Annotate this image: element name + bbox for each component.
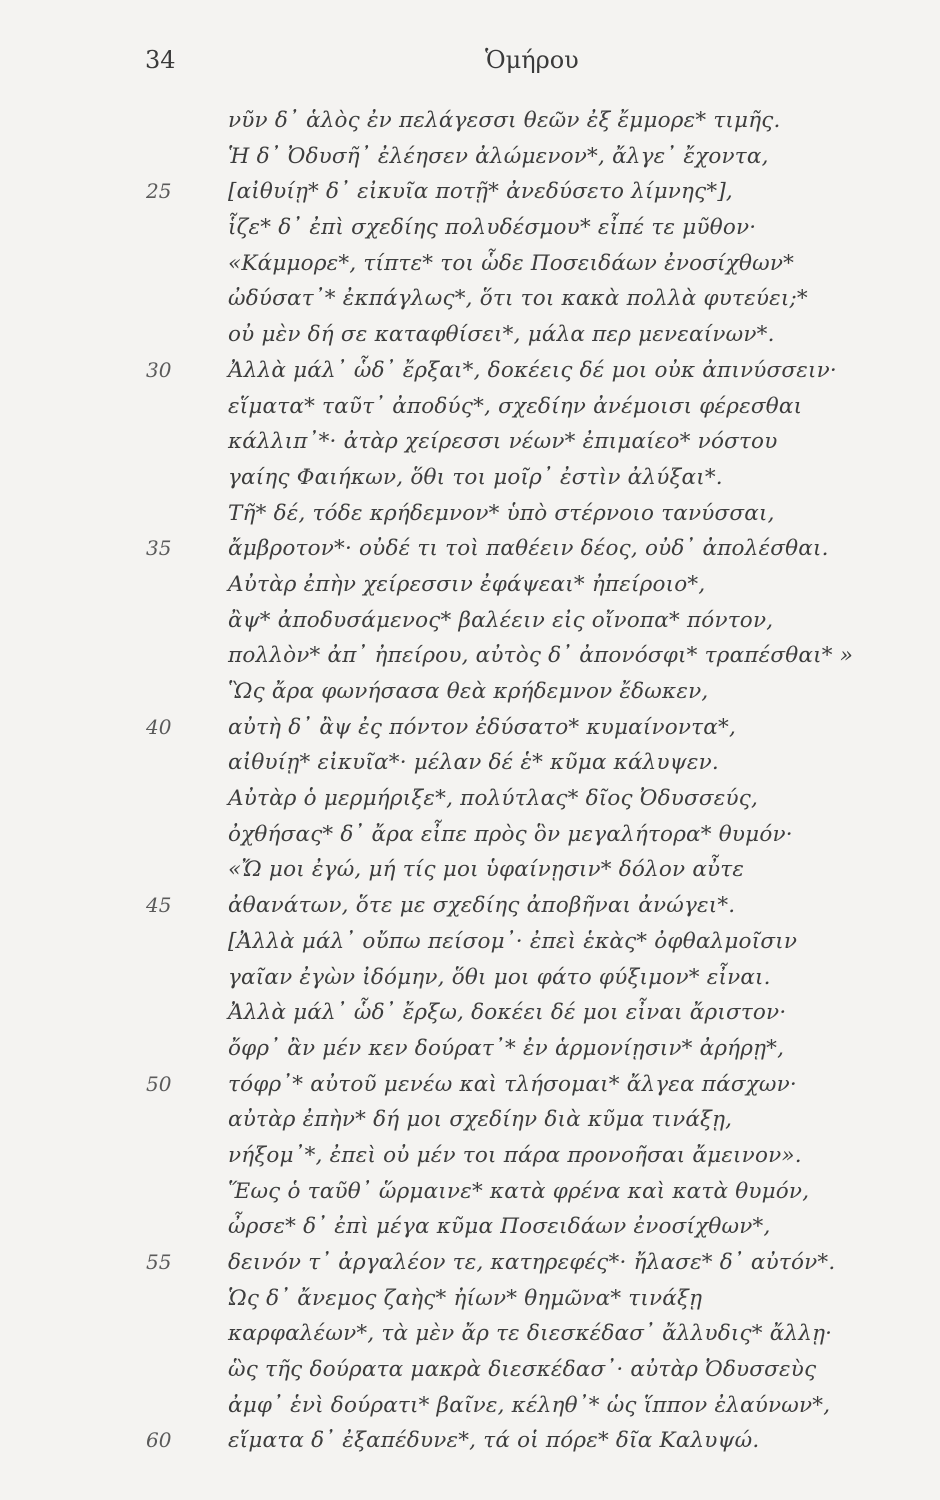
verse-line xyxy=(0,210,940,246)
verse-text: ὀχθήσας* δ᾽ ἄρα εἶπε πρὸς ὃν μεγαλήτορα* θυμόν· xyxy=(228,821,793,847)
line-number: 50 xyxy=(146,1071,172,1096)
verse-text: Τῆ* δέ, τόδε κρήδεμνον* ὑπὸ στέρνοιο τανύσσαι, xyxy=(228,500,775,526)
verse-line xyxy=(0,960,940,996)
verse-text: εἵματα* ταῦτ᾽ ἀποδύς*, σχεδίην ἀνέμοισι φέρεσθαι xyxy=(228,393,803,419)
verse-text: [αἰθυίῃ* δ᾽ εἰκυῖα ποτῇ* ἀνεδύσετο λίμνης*], xyxy=(228,179,733,205)
verse-text: «Κάμμορε*, τίπτε* τοι ὧδε Ποσειδάων ἐνοσίχθων* xyxy=(228,250,795,276)
verse-text: νήξομ᾽*, ἐπεὶ οὐ μέν τοι πάρα προνοῆσαι ἄμεινον». xyxy=(228,1142,802,1168)
verse-line xyxy=(0,745,940,781)
verse-text: ἀμφ᾽ ἑνὶ δούρατι* βαῖνε, κέληθ᾽* ὡς ἵππον ἐλαύνων*, xyxy=(228,1392,831,1418)
verse-text: ἄμβροτον*· οὐδέ τι τοὶ παθέειν δέος, οὐδ᾽ ἀπολέσθαι. xyxy=(228,536,829,562)
verse-line xyxy=(0,246,940,282)
verse-text: αἰθυίῃ* εἰκυῖα*· μέλαν δέ ἑ* κῦμα κάλυψεν. xyxy=(228,750,719,776)
verse-text: ὦρσε* δ᾽ ἐπὶ μέγα κῦμα Ποσειδάων ἐνοσίχθων*, xyxy=(228,1214,771,1240)
verse-text: ὄφρ᾽ ἂν μέν κεν δούρατ᾽* ἐν ἁρμονίῃσιν* ἀρήρῃ*, xyxy=(228,1035,785,1061)
verse-text: Ὣς ἄρα φωνήσασα θεὰ κρήδεμνον ἔδωκεν, xyxy=(228,679,709,704)
verse-text: Ἀλλὰ μάλ᾽ ὧδ᾽ ἔρξω, δοκέει δέ μοι εἶναι ἄριστον· xyxy=(228,1000,787,1026)
verse-line xyxy=(0,603,940,639)
verse-text: Αὐτὰρ ὁ μερμήριξε*, πολύτλας* δῖος Ὀδυσσεύς, xyxy=(228,786,759,812)
page-number: 34 xyxy=(145,46,176,74)
verse-line xyxy=(0,103,940,139)
verse-text: γαῖαν ἐγὼν ἰδόμην, ὅθι μοι φάτο φύξιμον* εἶναι. xyxy=(228,964,771,990)
verse-text: Ὡς δ᾽ ἄνεμος ζαὴς* ἠίων* θημῶνα* τινάξῃ xyxy=(228,1285,703,1311)
verse-text: ἂψ* ἀποδυσάμενος* βαλέειν εἰς οἴνοπα* πόντον, xyxy=(228,607,774,633)
verse-text: καρφαλέων*, τὰ μὲν ἄρ τε διεσκέδασ᾽ ἄλλυδις* ἄλλῃ· xyxy=(228,1321,833,1347)
verse-text: δεινόν τ᾽ ἀργαλέον τε, κατηρεφές*· ἤλασε* δ᾽ αὐτόν*. xyxy=(228,1250,836,1275)
verse-line xyxy=(0,174,940,210)
verse-line xyxy=(0,1174,940,1210)
verse-text: νῦν δ᾽ ἁλὸς ἐν πελάγεσσι θεῶν ἐξ ἔμμορε* τιμῆς. xyxy=(228,108,781,133)
verse-line xyxy=(0,424,940,460)
verse-line xyxy=(0,531,940,567)
verse-line xyxy=(0,353,940,389)
verse-text: πολλὸν* ἀπ᾽ ἠπείρου, αὐτὸς δ᾽ ἀπονόσφι* τραπέσθαι* » xyxy=(228,643,854,669)
verse-line xyxy=(0,924,940,960)
verse-line xyxy=(0,460,940,496)
verse-text: «Ὤ μοι ἐγώ, μή τίς μοι ὑφαίνῃσιν* δόλον αὖτε xyxy=(228,857,745,883)
verse-text: ὠδύσατ᾽* ἐκπάγλως*, ὅτι τοι κακὰ πολλὰ φυτεύει;* xyxy=(228,286,808,312)
verse-line xyxy=(0,1352,940,1388)
verse-text: οὐ μὲν δή σε καταφθίσει*, μάλα περ μενεαίνων*. xyxy=(228,322,775,348)
verse-line xyxy=(0,852,940,888)
verse-line xyxy=(0,710,940,746)
verse-line xyxy=(0,281,940,317)
verse-text: Ἡ δ᾽ Ὀδυσῆ᾽ ἐλέησεν ἀλώμενον*, ἄλγε᾽ ἔχοντα, xyxy=(228,143,769,169)
verse-block xyxy=(0,103,940,1459)
verse-line xyxy=(0,1209,940,1245)
verse-line xyxy=(0,1102,940,1138)
verse-line xyxy=(0,638,940,674)
verse-line xyxy=(0,317,940,353)
verse-line xyxy=(0,139,940,175)
verse-text: εἵματα δ᾽ ἐξαπέδυνε*, τά οἱ πόρε* δῖα Καλυψώ. xyxy=(228,1428,760,1454)
verse-line xyxy=(0,1388,940,1424)
verse-text: αὐτὰρ ἐπὴν* δή μοι σχεδίην διὰ κῦμα τινάξῃ, xyxy=(228,1107,733,1133)
verse-line xyxy=(0,995,940,1031)
line-number: 40 xyxy=(146,714,172,739)
line-number: 30 xyxy=(146,357,172,382)
verse-text: κάλλιπ᾽*· ἀτὰρ χείρεσσι νέων* ἐπιμαίεο* νόστου xyxy=(228,429,778,455)
verse-line xyxy=(0,781,940,817)
verse-line xyxy=(0,1031,940,1067)
verse-line xyxy=(0,1067,940,1103)
running-head: Ὁμήρου xyxy=(485,46,579,74)
verse-line xyxy=(0,1245,940,1281)
verse-text: αὐτὴ δ᾽ ἂψ ἐς πόντον ἐδύσατο* κυμαίνοντα*, xyxy=(228,714,736,740)
verse-line xyxy=(0,817,940,853)
verse-text: Αὐτὰρ ἐπὴν χείρεσσιν ἐφάψεαι* ἠπείροιο*, xyxy=(228,571,706,597)
verse-text: γαίης Φαιήκων, ὅθι τοι μοῖρ᾽ ἐστὶν ἀλύξαι*. xyxy=(228,464,723,490)
verse-line xyxy=(0,1316,940,1352)
verse-line xyxy=(0,1138,940,1174)
line-number: 25 xyxy=(146,179,172,204)
verse-line xyxy=(0,389,940,425)
verse-line xyxy=(0,567,940,603)
verse-line xyxy=(0,496,940,532)
verse-text: Ἀλλὰ μάλ᾽ ὧδ᾽ ἔρξαι*, δοκέεις δέ μοι οὐκ ἀπινύσσειν· xyxy=(228,357,837,383)
verse-line xyxy=(0,674,940,710)
verse-text: τόφρ᾽* αὐτοῦ μενέω καὶ τλήσομαι* ἄλγεα πάσχων· xyxy=(228,1071,797,1097)
verse-text: ἷζε* δ᾽ ἐπὶ σχεδίης πολυδέσμου* εἶπέ τε μῦθον· xyxy=(228,215,757,241)
verse-text: [Ἀλλὰ μάλ᾽ οὔπω πείσομ᾽· ἐπεὶ ἑκὰς* ὀφθαλμοῖσιν xyxy=(228,928,798,954)
line-number: 55 xyxy=(146,1250,172,1274)
verse-line xyxy=(0,888,940,924)
verse-text: ἀθανάτων, ὅτε με σχεδίης ἀποβῆναι ἀνώγει*. xyxy=(228,893,736,919)
line-number: 35 xyxy=(146,536,172,561)
verse-line xyxy=(0,1423,940,1459)
line-number: 60 xyxy=(146,1428,172,1453)
line-number: 45 xyxy=(146,893,172,918)
verse-line xyxy=(0,1281,940,1317)
verse-text: ὣς τῆς δούρατα μακρὰ διεσκέδασ᾽· αὐτὰρ Ὀδυσσεὺς xyxy=(228,1357,817,1383)
verse-text: Ἕως ὁ ταῦθ᾽ ὥρμαινε* κατὰ φρένα καὶ κατὰ θυμόν, xyxy=(228,1178,810,1204)
